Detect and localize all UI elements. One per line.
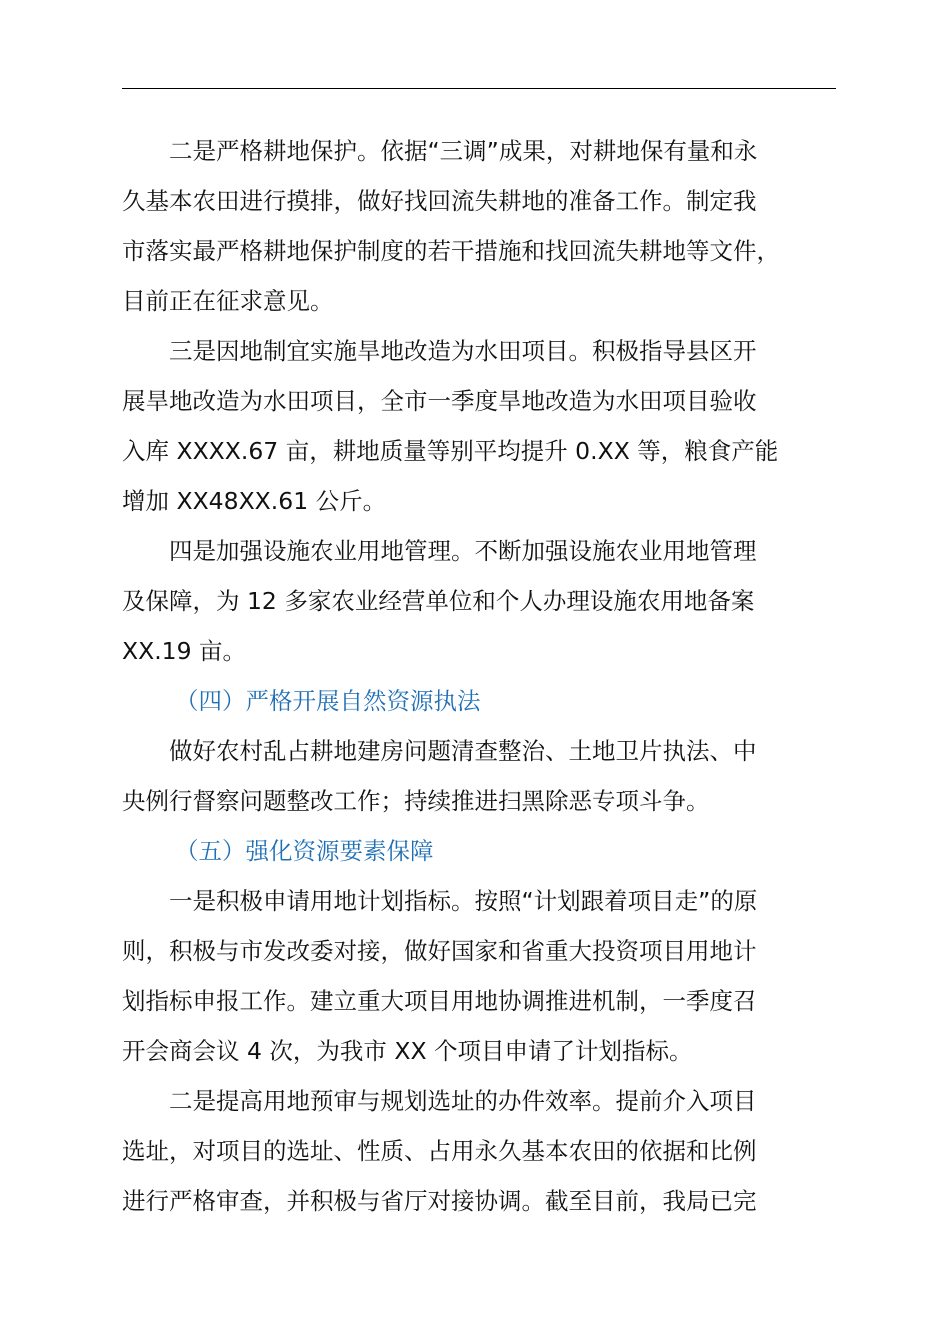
text-line: 选址，对项目的选址、性质、占用永久基本农田的依据和比例	[122, 1137, 757, 1165]
text-line: 三是因地制宜实施旱地改造为水田项目。积极指导县区开	[169, 337, 757, 365]
paragraph-dryland-conversion	[122, 326, 842, 526]
section-heading-5: （五）强化资源要素保障	[175, 837, 434, 865]
text-line: 及保障，为 12 多家农业经营单位和个人办理设施农用地备案	[122, 587, 755, 615]
text-line: 入库 XXXX.67 亩，耕地质量等别平均提升 0.XX 等，粮食产能	[122, 437, 779, 465]
paragraph-facility-land	[122, 526, 842, 676]
text-line: XX.19 亩。	[122, 637, 247, 665]
text-line: 增加 XX48XX.61 公斤。	[122, 487, 387, 515]
text-line: 久基本农田进行摸排，做好找回流失耕地的准备工作。制定我	[122, 187, 757, 215]
paragraph-farmland-protection	[122, 126, 842, 326]
text-line: 展旱地改造为水田项目，全市一季度旱地改造为水田项目验收	[122, 387, 757, 415]
text-line: 市落实最严格耕地保护制度的若干措施和找回流失耕地等文件，	[122, 237, 780, 265]
text-line: 进行严格审查，并积极与省厅对接协调。截至目前，我局已完	[122, 1187, 757, 1215]
text-line: 一是积极申请用地计划指标。按照“计划跟着项目走”的原	[169, 887, 758, 915]
text-line: 划指标申报工作。建立重大项目用地协调推进机制，一季度召	[122, 987, 757, 1015]
paragraph-preexamination-efficiency	[122, 1076, 842, 1226]
text-line: 二是严格耕地保护。依据“三调”成果，对耕地保有量和永	[169, 137, 758, 165]
text-line: 开会商会议 4 次，为我市 XX 个项目申请了计划指标。	[122, 1037, 693, 1065]
document-body	[122, 126, 842, 1226]
text-line: 做好农村乱占耕地建房问题清查整治、土地卫片执法、中	[169, 737, 757, 765]
header-rule	[122, 88, 836, 89]
text-line: 则，积极与市发改委对接，做好国家和省重大投资项目用地计	[122, 937, 757, 965]
text-line: 二是提高用地预审与规划选址的办件效率。提前介入项目	[169, 1087, 757, 1115]
text-line: 央例行督察问题整改工作；持续推进扫黑除恶专项斗争。	[122, 787, 710, 815]
paragraph-enforcement	[122, 726, 842, 826]
text-line: 四是加强设施农业用地管理。不断加强设施农业用地管理	[169, 537, 757, 565]
section-heading-4: （四）严格开展自然资源执法	[175, 687, 481, 715]
text-line: 目前正在征求意见。	[122, 287, 334, 315]
paragraph-land-plan-indicators	[122, 876, 842, 1076]
